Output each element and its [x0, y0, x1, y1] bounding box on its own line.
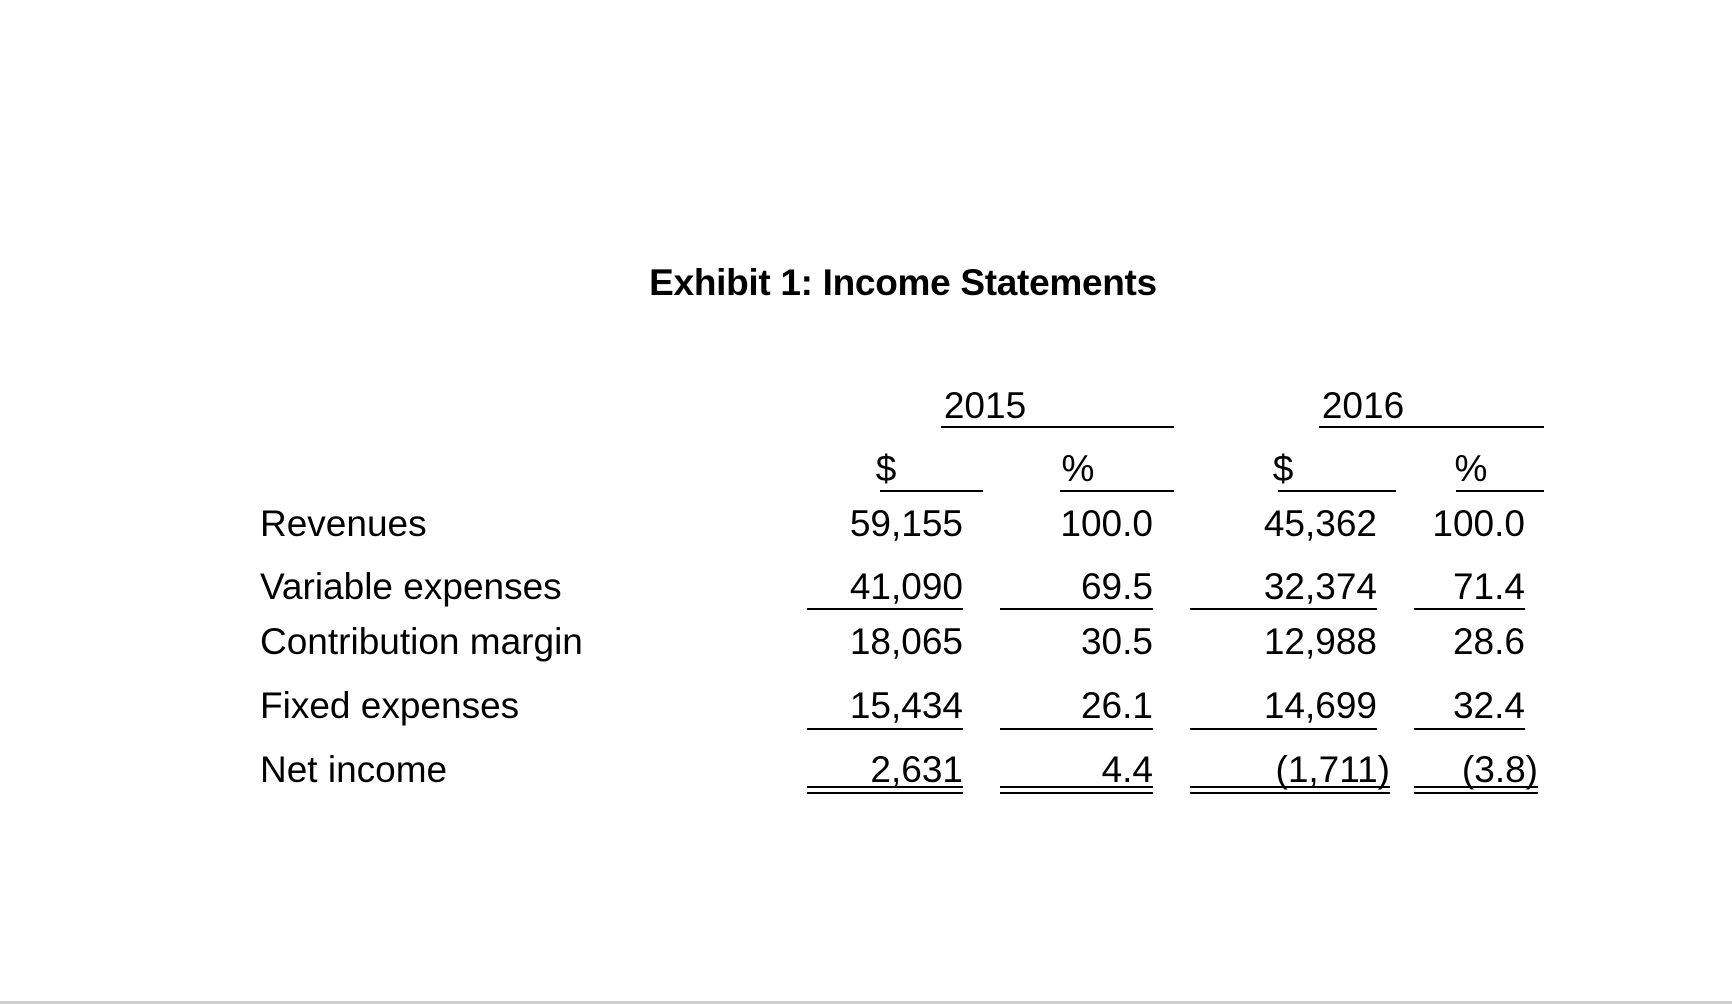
fixed-expenses-2015-percent: 26.1	[1080, 685, 1153, 726]
subheader-2016-percent-underline	[1456, 490, 1544, 492]
subheader-2016-dollar: $	[1272, 448, 1294, 489]
net-income-2015-dollars: 2,631	[870, 749, 963, 790]
variable-expenses-2016-percent: 71.4	[1452, 566, 1525, 607]
net-income-2016-dollars: (1,711)	[1275, 749, 1390, 790]
page-title: Exhibit 1: Income Statements	[649, 262, 1157, 303]
contribution-margin-2016-dollars: 12,988	[1263, 621, 1377, 662]
subheader-2015-percent-underline	[1060, 490, 1174, 492]
contribution-margin-2015-dollars: 18,065	[849, 621, 963, 662]
fixed-expenses-2016-percent-underline	[1414, 728, 1525, 730]
row-label-variable-expenses: Variable expenses	[260, 566, 562, 607]
row-label-net-income: Net income	[260, 749, 448, 790]
contribution-margin-2015-percent: 30.5	[1080, 621, 1153, 662]
year-header-2016: 2016	[1321, 385, 1405, 426]
variable-expenses-2016-percent-underline	[1414, 608, 1525, 610]
subheader-2015-dollar: $	[875, 448, 897, 489]
revenues-2015-percent: 100.0	[1060, 503, 1153, 544]
subheader-2015-percent: %	[1061, 448, 1095, 489]
year-header-2016-underline	[1319, 426, 1544, 428]
fixed-expenses-2015-percent-underline	[1000, 728, 1153, 730]
row-label-fixed-expenses: Fixed expenses	[260, 685, 520, 726]
fixed-expenses-2016-dollars-underline	[1190, 728, 1377, 730]
net-income-2015-dollars-double-underline	[807, 786, 963, 794]
contribution-margin-2016-percent: 28.6	[1452, 621, 1525, 662]
fixed-expenses-2016-dollars: 14,699	[1263, 685, 1377, 726]
variable-expenses-2015-dollars-underline	[807, 608, 963, 610]
variable-expenses-2016-dollars: 32,374	[1263, 566, 1377, 607]
subheader-2015-dollar-underline	[880, 490, 983, 492]
net-income-2015-percent-double-underline	[1000, 786, 1153, 794]
fixed-expenses-2015-dollars-underline	[807, 728, 963, 730]
subheader-2016-dollar-underline	[1278, 490, 1396, 492]
year-header-2015-underline	[941, 426, 1174, 428]
net-income-2016-percent-double-underline	[1414, 786, 1538, 794]
fixed-expenses-2016-percent: 32.4	[1452, 685, 1525, 726]
variable-expenses-2015-dollars: 41,090	[849, 566, 963, 607]
revenues-2016-percent: 100.0	[1432, 503, 1525, 544]
year-header-2015: 2015	[943, 385, 1027, 426]
subheader-2016-percent: %	[1454, 448, 1488, 489]
variable-expenses-2015-percent: 69.5	[1080, 566, 1153, 607]
row-label-revenues: Revenues	[260, 503, 427, 544]
variable-expenses-2015-percent-underline	[1000, 608, 1153, 610]
variable-expenses-2016-dollars-underline	[1190, 608, 1377, 610]
net-income-2016-percent: (3.8)	[1461, 749, 1538, 790]
row-label-contribution-margin: Contribution margin	[260, 621, 583, 662]
net-income-2015-percent: 4.4	[1101, 749, 1153, 790]
net-income-2016-dollars-double-underline	[1190, 786, 1390, 794]
fixed-expenses-2015-dollars: 15,434	[849, 685, 963, 726]
revenues-2016-dollars: 45,362	[1263, 503, 1377, 544]
revenues-2015-dollars: 59,155	[849, 503, 963, 544]
